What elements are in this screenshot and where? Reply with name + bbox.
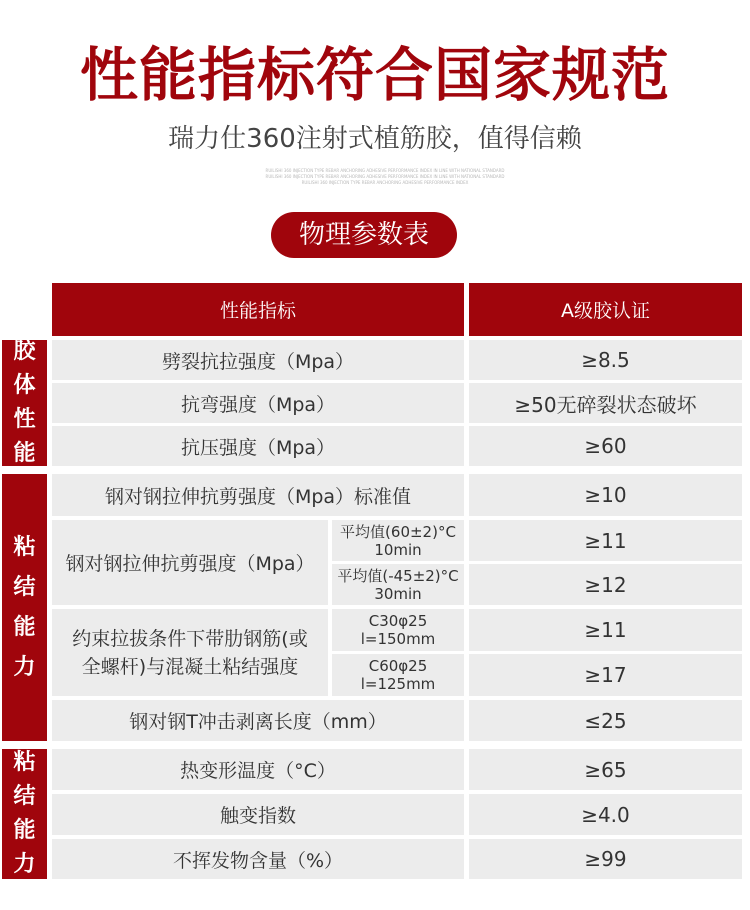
table-row-value: ≥17 (469, 654, 742, 696)
table-row-name: 钢对钢拉伸抗剪强度（Mpa）标准值 (52, 474, 464, 516)
group-label-bonding-capacity-2: 粘 结 能 力 (2, 749, 47, 879)
test-condition: C30φ25 l=150mm (332, 609, 464, 651)
table-row-value: ≥10 (469, 474, 742, 516)
table-row-value: ≥4.0 (469, 794, 742, 835)
table-row-value: ≥12 (469, 564, 742, 605)
group-label-colloid-properties: 胶 体 性 能 (2, 340, 47, 466)
test-condition: 平均值(60±2)°C 10min (332, 520, 464, 561)
table-row-name: 触变指数 (52, 794, 464, 835)
test-condition: 平均值(-45±2)°C 30min (332, 564, 464, 605)
table-row-value: ≥50无碎裂状态破坏 (469, 383, 742, 423)
group-label-bonding-capacity: 粘 结 能 力 (2, 474, 47, 741)
table-row-name: 劈裂抗拉强度（Mpa） (52, 340, 464, 380)
table-row-name: 钢对钢拉伸抗剪强度（Mpa） (52, 520, 328, 605)
test-condition: C60φ25 l=125mm (332, 654, 464, 696)
table-row-value: ≥65 (469, 749, 742, 790)
table-row-name: 钢对钢T冲击剥离长度（mm） (52, 700, 464, 741)
column-header-metric: 性能指标 (52, 283, 464, 336)
fine-print-line: RUILISHI 360 INJECTION TYPE REBAR ANCHORING ADHESIVE PERFORMANCE INDEX IN LINE WITH NATIONAL STANDARD (265, 174, 505, 179)
page-subtitle: 瑞力仕360注射式植筋胶，值得信赖 (168, 124, 582, 154)
table-row-value: ≥60 (469, 426, 742, 466)
table-title-badge: 物理参数表 (271, 212, 457, 258)
table-row-name: 不挥发物含量（%） (52, 839, 464, 879)
table-row-name: 抗弯强度（Mpa） (52, 383, 464, 423)
fine-print-line: RUILISHI 360 INJECTION TYPE REBAR ANCHORING ADHESIVE PERFORMANCE INDEX IN LINE WITH NATIONAL STANDARD (265, 168, 505, 173)
table-row-value: ≤25 (469, 700, 742, 741)
table-row-name: 约束拉拔条件下带肋钢筋(或 全螺杆)与混凝土粘结强度 (52, 609, 328, 696)
table-row-value: ≥99 (469, 839, 742, 879)
column-header-cert: A级胶认证 (469, 283, 742, 336)
table-row-name: 抗压强度（Mpa） (52, 426, 464, 466)
fine-print-line: RUILISHI 360 INJECTION TYPE REBAR ANCHORING ADHESIVE PERFORMANCE INDEX (301, 180, 469, 185)
table-row-value: ≥8.5 (469, 340, 742, 380)
table-row-value: ≥11 (469, 609, 742, 651)
table-row-value: ≥11 (469, 520, 742, 561)
page-title: 性能指标符合国家规范 (79, 41, 670, 109)
table-row-name: 热变形温度（°C） (52, 749, 464, 790)
